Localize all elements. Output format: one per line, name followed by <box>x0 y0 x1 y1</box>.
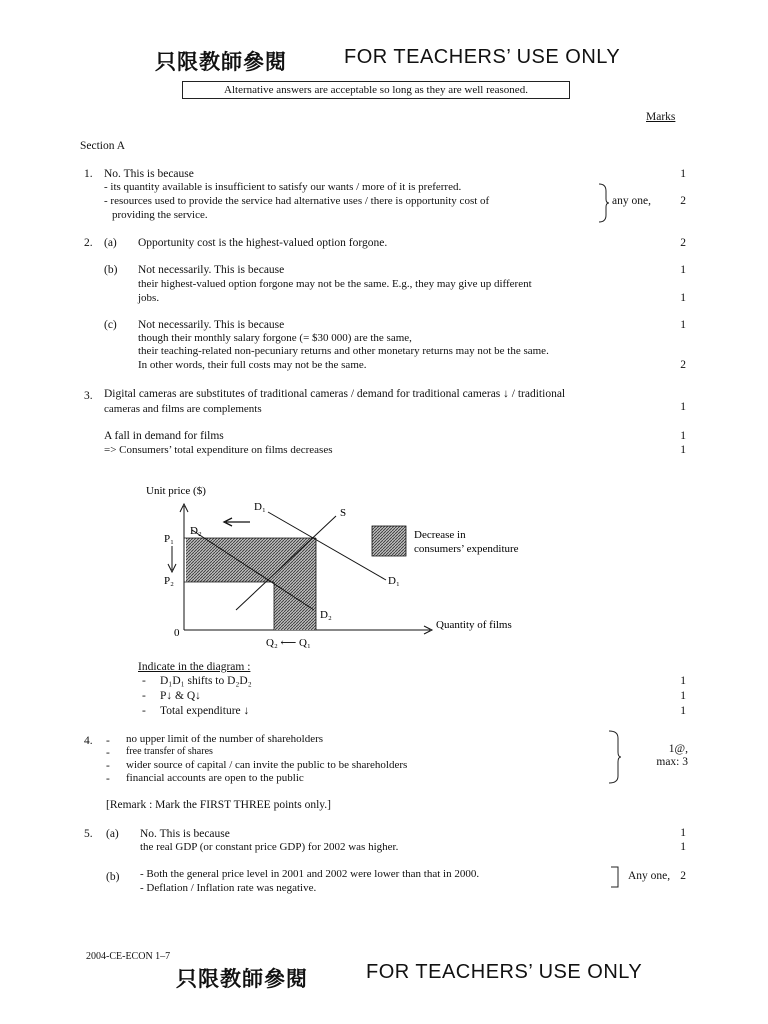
q3-line-2: cameras and films are complements <box>104 403 262 415</box>
q5a-mark-2: 1 <box>680 841 686 853</box>
q2b-line-2: their highest-valued option forgone may not be the same. E.g., they may give up different <box>138 278 532 290</box>
q5-number: 5. <box>84 828 93 840</box>
q2a-mark: 2 <box>680 237 686 249</box>
p1-label: P₁ <box>164 533 174 545</box>
footer-code: 2004-CE-ECON 1–7 <box>86 951 171 962</box>
indicate-title: Indicate in the diagram : <box>138 661 251 673</box>
q5b-brace <box>610 866 622 888</box>
q4-point-4: financial accounts are open to the public <box>126 772 304 784</box>
q2b-label: (b) <box>104 264 118 276</box>
q4-point-2: free transfer of shares <box>126 746 213 757</box>
q1-point-1: - its quantity available is insufficient to satisfy our wants / more of it is preferred. <box>104 181 462 193</box>
q2a-text: Opportunity cost is the highest-valued option forgone. <box>138 237 388 249</box>
q3-line-3: A fall in demand for films <box>104 430 224 442</box>
q-shift-label: Q₂ ⟵ Q₁ <box>266 637 311 649</box>
q5b-mark: 2 <box>680 870 686 882</box>
q1-any-one: any one, <box>612 195 651 207</box>
d1-top-label: D₁ <box>254 501 266 513</box>
q2c-mark-1: 1 <box>680 319 686 331</box>
q1-point-2b: providing the service. <box>112 209 208 221</box>
q4-point-1: no upper limit of the number of shareholders <box>126 733 324 745</box>
indicate-mark-1: 1 <box>680 675 686 687</box>
header-english: FOR TEACHERS’ USE ONLY <box>344 46 621 68</box>
q4-number: 4. <box>84 735 93 747</box>
alternative-answers-note: Alternative answers are acceptable so long as they are well reasoned. <box>182 81 570 99</box>
q5b-line-2: - Deflation / Inflation rate was negative. <box>140 882 317 894</box>
indicate-item-3: Total expenditure ↓ <box>160 705 250 717</box>
indicate-item-1: D₁D₁ shifts to D₂D₂ <box>160 675 252 687</box>
d2-top-label: D₂ <box>190 525 202 537</box>
q5a-mark-1: 1 <box>680 827 686 839</box>
footer-chinese: 只限教師參閱 <box>176 967 308 991</box>
footer-english: FOR TEACHERS’ USE ONLY <box>366 961 643 983</box>
d2-bottom-label: D₂ <box>320 609 332 621</box>
q1-number: 1. <box>84 168 93 180</box>
q5b-any-one: Any one, <box>628 870 671 882</box>
y-axis-label: Unit price ($) <box>146 485 206 497</box>
q2b-line-3: jobs. <box>138 292 160 304</box>
supply-label: S <box>340 507 347 519</box>
q2c-label: (c) <box>104 319 117 331</box>
q5b-line-1: - Both the general price level in 2001 and 2002 were lower than that in 2000. <box>140 868 480 880</box>
q2c-line-1: Not necessarily. This is because <box>138 319 285 331</box>
q4-mark-each: 1@, <box>668 743 688 755</box>
d1-bottom-label: D₁ <box>388 575 400 587</box>
q2b-mark-1: 1 <box>680 264 686 276</box>
legend-swatch <box>372 526 406 556</box>
q5b-label: (b) <box>106 871 120 883</box>
q2-number: 2. <box>84 237 93 249</box>
q1-point-2a: - resources used to provide the service had alternative uses / there is opportunity cost of <box>104 195 490 207</box>
q2b-line-1: Not necessarily. This is because <box>138 264 285 276</box>
q2a-label: (a) <box>104 237 117 249</box>
q5a-label: (a) <box>106 828 119 840</box>
q1-mark-2: 2 <box>680 195 686 207</box>
indicate-dash-3: - <box>142 705 146 717</box>
header-chinese: 只限教師參閱 <box>155 50 287 74</box>
x-axis-label: Quantity of films <box>436 619 512 631</box>
demand-supply-diagram <box>140 480 560 655</box>
q2b-mark-2: 1 <box>680 292 686 304</box>
indicate-dash-1: - <box>142 675 146 687</box>
p2-label: P₂ <box>164 575 174 587</box>
q4-remark: [Remark : Mark the FIRST THREE points only.] <box>106 799 331 811</box>
legend-line-2: consumers’ expenditure <box>414 543 519 555</box>
section-title: Section A <box>80 140 126 152</box>
q3-line-1: Digital cameras are substitutes of traditional cameras / demand for traditional cameras ↓ / traditional <box>104 388 566 400</box>
q3-mark-3: 1 <box>680 444 686 456</box>
indicate-mark-3: 1 <box>680 705 686 717</box>
q4-mark-max: max: 3 <box>656 756 688 768</box>
q3-mark-2: 1 <box>680 430 686 442</box>
origin-label: 0 <box>174 627 180 639</box>
indicate-dash-2: - <box>142 690 146 702</box>
legend-line-1: Decrease in <box>414 529 466 541</box>
q3-number: 3. <box>84 390 93 402</box>
q1-brace <box>598 183 610 223</box>
expenditure-area-top <box>186 538 316 582</box>
q2c-line-4: In other words, their full costs may not be the same. <box>138 359 367 371</box>
q3-line-4: => Consumers’ total expenditure on films decreases <box>104 444 333 456</box>
q1-mark-1: 1 <box>680 168 686 180</box>
q3-mark-1: 1 <box>680 401 686 413</box>
marks-heading: Marks <box>646 111 676 123</box>
q1-stem: No. This is because <box>104 168 194 180</box>
expenditure-area-right <box>274 582 316 630</box>
q2c-line-2: though their monthly salary forgone (= $30 000) are the same, <box>138 332 412 344</box>
indicate-mark-2: 1 <box>680 690 686 702</box>
q4-brace <box>608 730 622 784</box>
q5a-line-1: No. This is because <box>140 828 230 840</box>
q4-point-3: wider source of capital / can invite the public to be shareholders <box>126 759 408 771</box>
indicate-item-2: P↓ & Q↓ <box>160 690 201 702</box>
q5a-line-2: the real GDP (or constant price GDP) for 2002 was higher. <box>140 841 399 853</box>
q2c-mark-2: 2 <box>680 359 686 371</box>
q2c-line-3: their teaching-related non-pecuniary returns and other monetary returns may not be the same. <box>138 345 549 357</box>
